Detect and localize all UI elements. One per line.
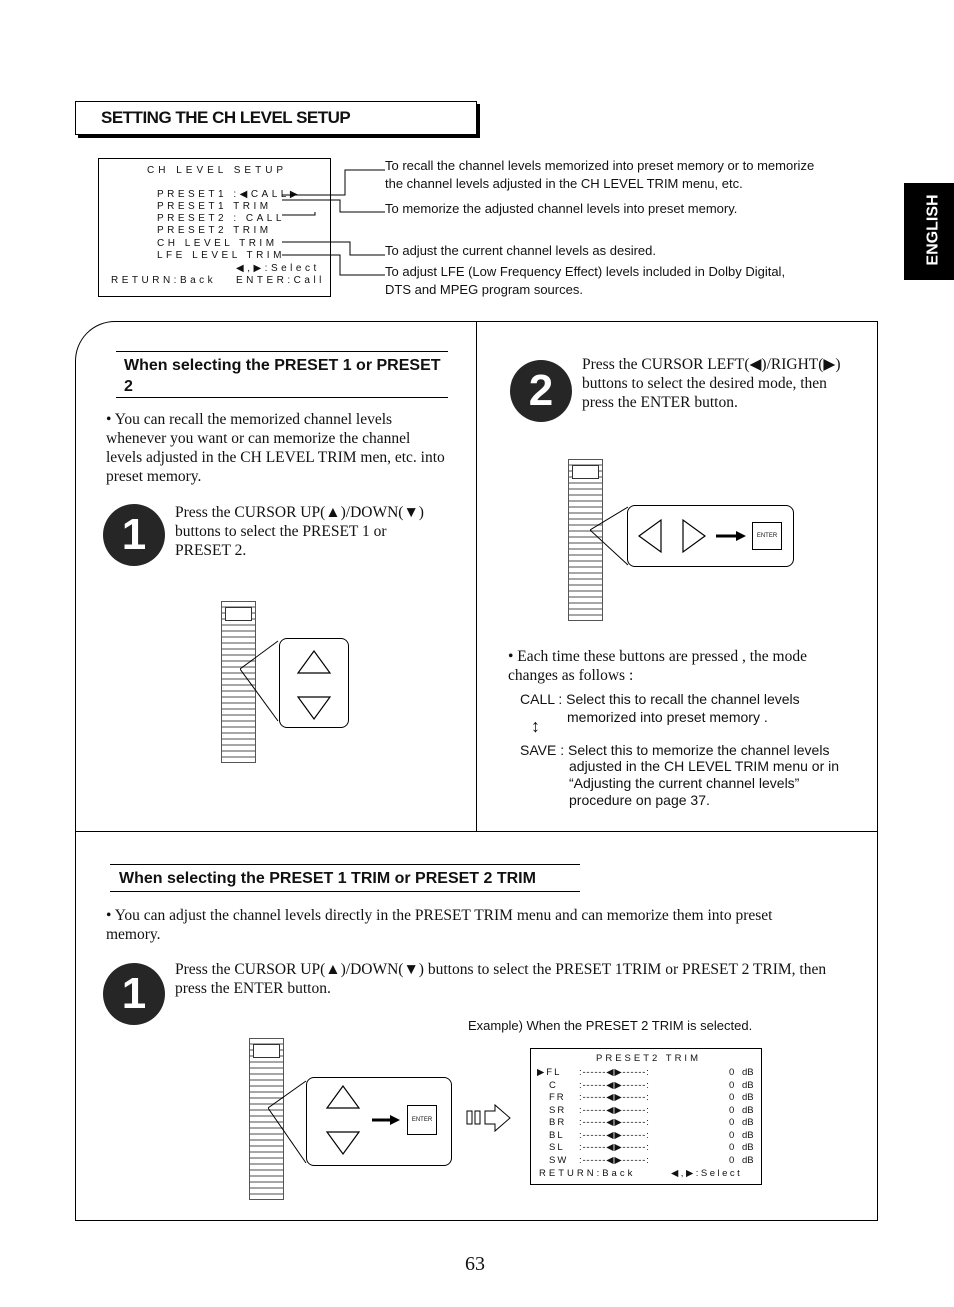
menu-line: PRESET2 TRIM bbox=[157, 225, 272, 236]
panel-divider-horizontal bbox=[75, 831, 878, 832]
menu-footer-left: RETURN:Back bbox=[111, 275, 217, 286]
next-arrow-icon bbox=[465, 1103, 513, 1133]
trim-row-unit: dB bbox=[742, 1105, 754, 1116]
trim-row-value: 0 bbox=[729, 1142, 735, 1153]
trim-row-unit: dB bbox=[742, 1092, 754, 1103]
trim-row-bar: :------◀▶------: bbox=[579, 1105, 650, 1116]
mode-bullet: • Each time these buttons are pressed , the mode changes as follows : bbox=[508, 648, 807, 684]
preset-trim-screen bbox=[530, 1048, 762, 1185]
trim-row-unit: dB bbox=[742, 1080, 754, 1091]
trim-row-channel: FR bbox=[549, 1092, 566, 1103]
menu-note: To recall the channel levels memorized into preset memory or to memorize the channel levels adjusted in the CH LEVEL TRIM menu, etc. bbox=[385, 158, 815, 191]
call-description-cont: memorized into preset memory . bbox=[567, 709, 768, 725]
toggle-arrow-icon: ↕ bbox=[531, 716, 540, 736]
trim-row-value: 0 bbox=[729, 1117, 735, 1128]
menu-header: CH LEVEL SETUP bbox=[147, 165, 288, 176]
trim-row-channel: C bbox=[549, 1080, 558, 1091]
step-1-text: Press the CURSOR UP(▲)/DOWN(▼) buttons to select the PRESET 1TRIM or PRESET 2 TRIM, then press the ENTER button. bbox=[175, 961, 827, 997]
trim-row-channel: SL bbox=[549, 1142, 565, 1153]
heading-rule bbox=[116, 351, 448, 352]
trim-row-bar: :------◀▶------: bbox=[579, 1117, 650, 1128]
section2-heading: When selecting the PRESET 1 TRIM or PRESET 2 TRIM bbox=[119, 870, 536, 887]
step-2-badge: 2 bbox=[510, 360, 572, 422]
menu-line: ◀,▶:Select bbox=[236, 263, 320, 274]
trim-footer-right: ◀,▶:Select bbox=[671, 1168, 743, 1179]
trim-row-unit: dB bbox=[742, 1130, 754, 1141]
page-number: 63 bbox=[465, 1253, 485, 1275]
trim-row-value: 0 bbox=[729, 1155, 735, 1166]
trim-row-unit: dB bbox=[742, 1117, 754, 1128]
example-caption: Example) When the PRESET 2 TRIM is selected. bbox=[468, 1018, 753, 1033]
trim-row-channel: BL bbox=[549, 1130, 565, 1141]
trim-row-channel: SW bbox=[549, 1155, 569, 1166]
trim-row-unit: dB bbox=[742, 1067, 754, 1078]
heading-rule bbox=[116, 397, 448, 398]
trim-row-bar: :------◀▶------: bbox=[579, 1080, 650, 1091]
section-title: SETTING THE CH LEVEL SETUP bbox=[101, 108, 351, 127]
up-down-enter-callout bbox=[306, 1077, 452, 1166]
trim-row-bar: :------◀▶------: bbox=[579, 1142, 650, 1153]
menu-note: To memorize the adjusted channel levels into preset memory. bbox=[385, 201, 738, 216]
cursor-up-down-icon bbox=[280, 639, 348, 727]
trim-footer-left: RETURN:Back bbox=[539, 1168, 636, 1179]
menu-line: PRESET1 TRIM bbox=[157, 201, 272, 212]
trim-row-value: 0 bbox=[729, 1092, 735, 1103]
trim-row-channel: BR bbox=[549, 1117, 567, 1128]
enter-button-icon: ENTER bbox=[752, 522, 782, 550]
step-1-text: Press the CURSOR UP(▲)/DOWN(▼) buttons to select the PRESET 1 or PRESET 2. bbox=[175, 504, 424, 559]
section1-heading: When selecting the PRESET 1 or PRESET 2 bbox=[124, 357, 441, 395]
menu-note: To adjust LFE (Low Frequency Effect) levels included in Dolby Digital, DTS and MPEG program sources. bbox=[385, 264, 786, 297]
menu-note: To adjust the current channel levels as desired. bbox=[385, 243, 656, 258]
trim-row-channel: ▶FL bbox=[537, 1067, 562, 1078]
trim-row-value: 0 bbox=[729, 1130, 735, 1141]
up-down-callout bbox=[279, 638, 349, 728]
trim-row-value: 0 bbox=[729, 1080, 735, 1091]
menu-line: PRESET1 :◀CALL▶ bbox=[157, 189, 302, 200]
trim-row-bar: :------◀▶------: bbox=[579, 1092, 650, 1103]
menu-connector-lines bbox=[280, 160, 390, 285]
step-1-badge: 1 bbox=[103, 504, 165, 566]
enter-button-icon: ENTER bbox=[407, 1105, 437, 1135]
heading-rule bbox=[110, 864, 580, 865]
menu-line: CH LEVEL TRIM bbox=[157, 238, 278, 249]
trim-row-bar: :------◀▶------: bbox=[579, 1067, 650, 1078]
save-description: SAVE : Select this to memorize the channel levels bbox=[520, 742, 830, 758]
trim-row-channel: SR bbox=[549, 1105, 567, 1116]
step-2-text: Press the CURSOR LEFT(◀)/RIGHT(▶) buttons to select the desired mode, then press the ENTER button. bbox=[582, 356, 841, 411]
trim-header: PRESET2 TRIM bbox=[596, 1053, 701, 1064]
trim-row-bar: :------◀▶------: bbox=[579, 1130, 650, 1141]
section2-bullet: • You can adjust the channel levels directly in the PRESET TRIM menu and can memorize them into preset memory. bbox=[106, 907, 773, 943]
panel-divider-vertical bbox=[476, 322, 477, 832]
save-description-cont: adjusted in the CH LEVEL TRIM menu or in “Adjusting the current channel levels” procedure on page 37. bbox=[569, 758, 840, 808]
section1-bullet: • You can recall the memorized channel levels whenever you want or can memorize the channel levels adjusted in the CH LEVEL TRIM men, etc. into preset memory. bbox=[106, 411, 445, 485]
menu-line: LFE LEVEL TRIM bbox=[157, 250, 285, 261]
language-tab-label: ENGLISH bbox=[924, 194, 942, 266]
menu-footer-right: ENTER:Call bbox=[236, 275, 325, 286]
step-1-badge: 1 bbox=[103, 963, 165, 1025]
trim-row-value: 0 bbox=[729, 1067, 735, 1078]
trim-row-unit: dB bbox=[742, 1155, 754, 1166]
left-right-enter-callout bbox=[627, 505, 794, 567]
trim-row-unit: dB bbox=[742, 1142, 754, 1153]
trim-row-value: 0 bbox=[729, 1105, 735, 1116]
heading-rule bbox=[110, 891, 580, 892]
language-tab bbox=[904, 183, 954, 280]
call-description: CALL : Select this to recall the channel levels bbox=[520, 691, 800, 707]
menu-line: PRESET2 : CALL bbox=[157, 213, 285, 224]
trim-row-bar: :------◀▶------: bbox=[579, 1155, 650, 1166]
section-title-box bbox=[75, 101, 477, 135]
